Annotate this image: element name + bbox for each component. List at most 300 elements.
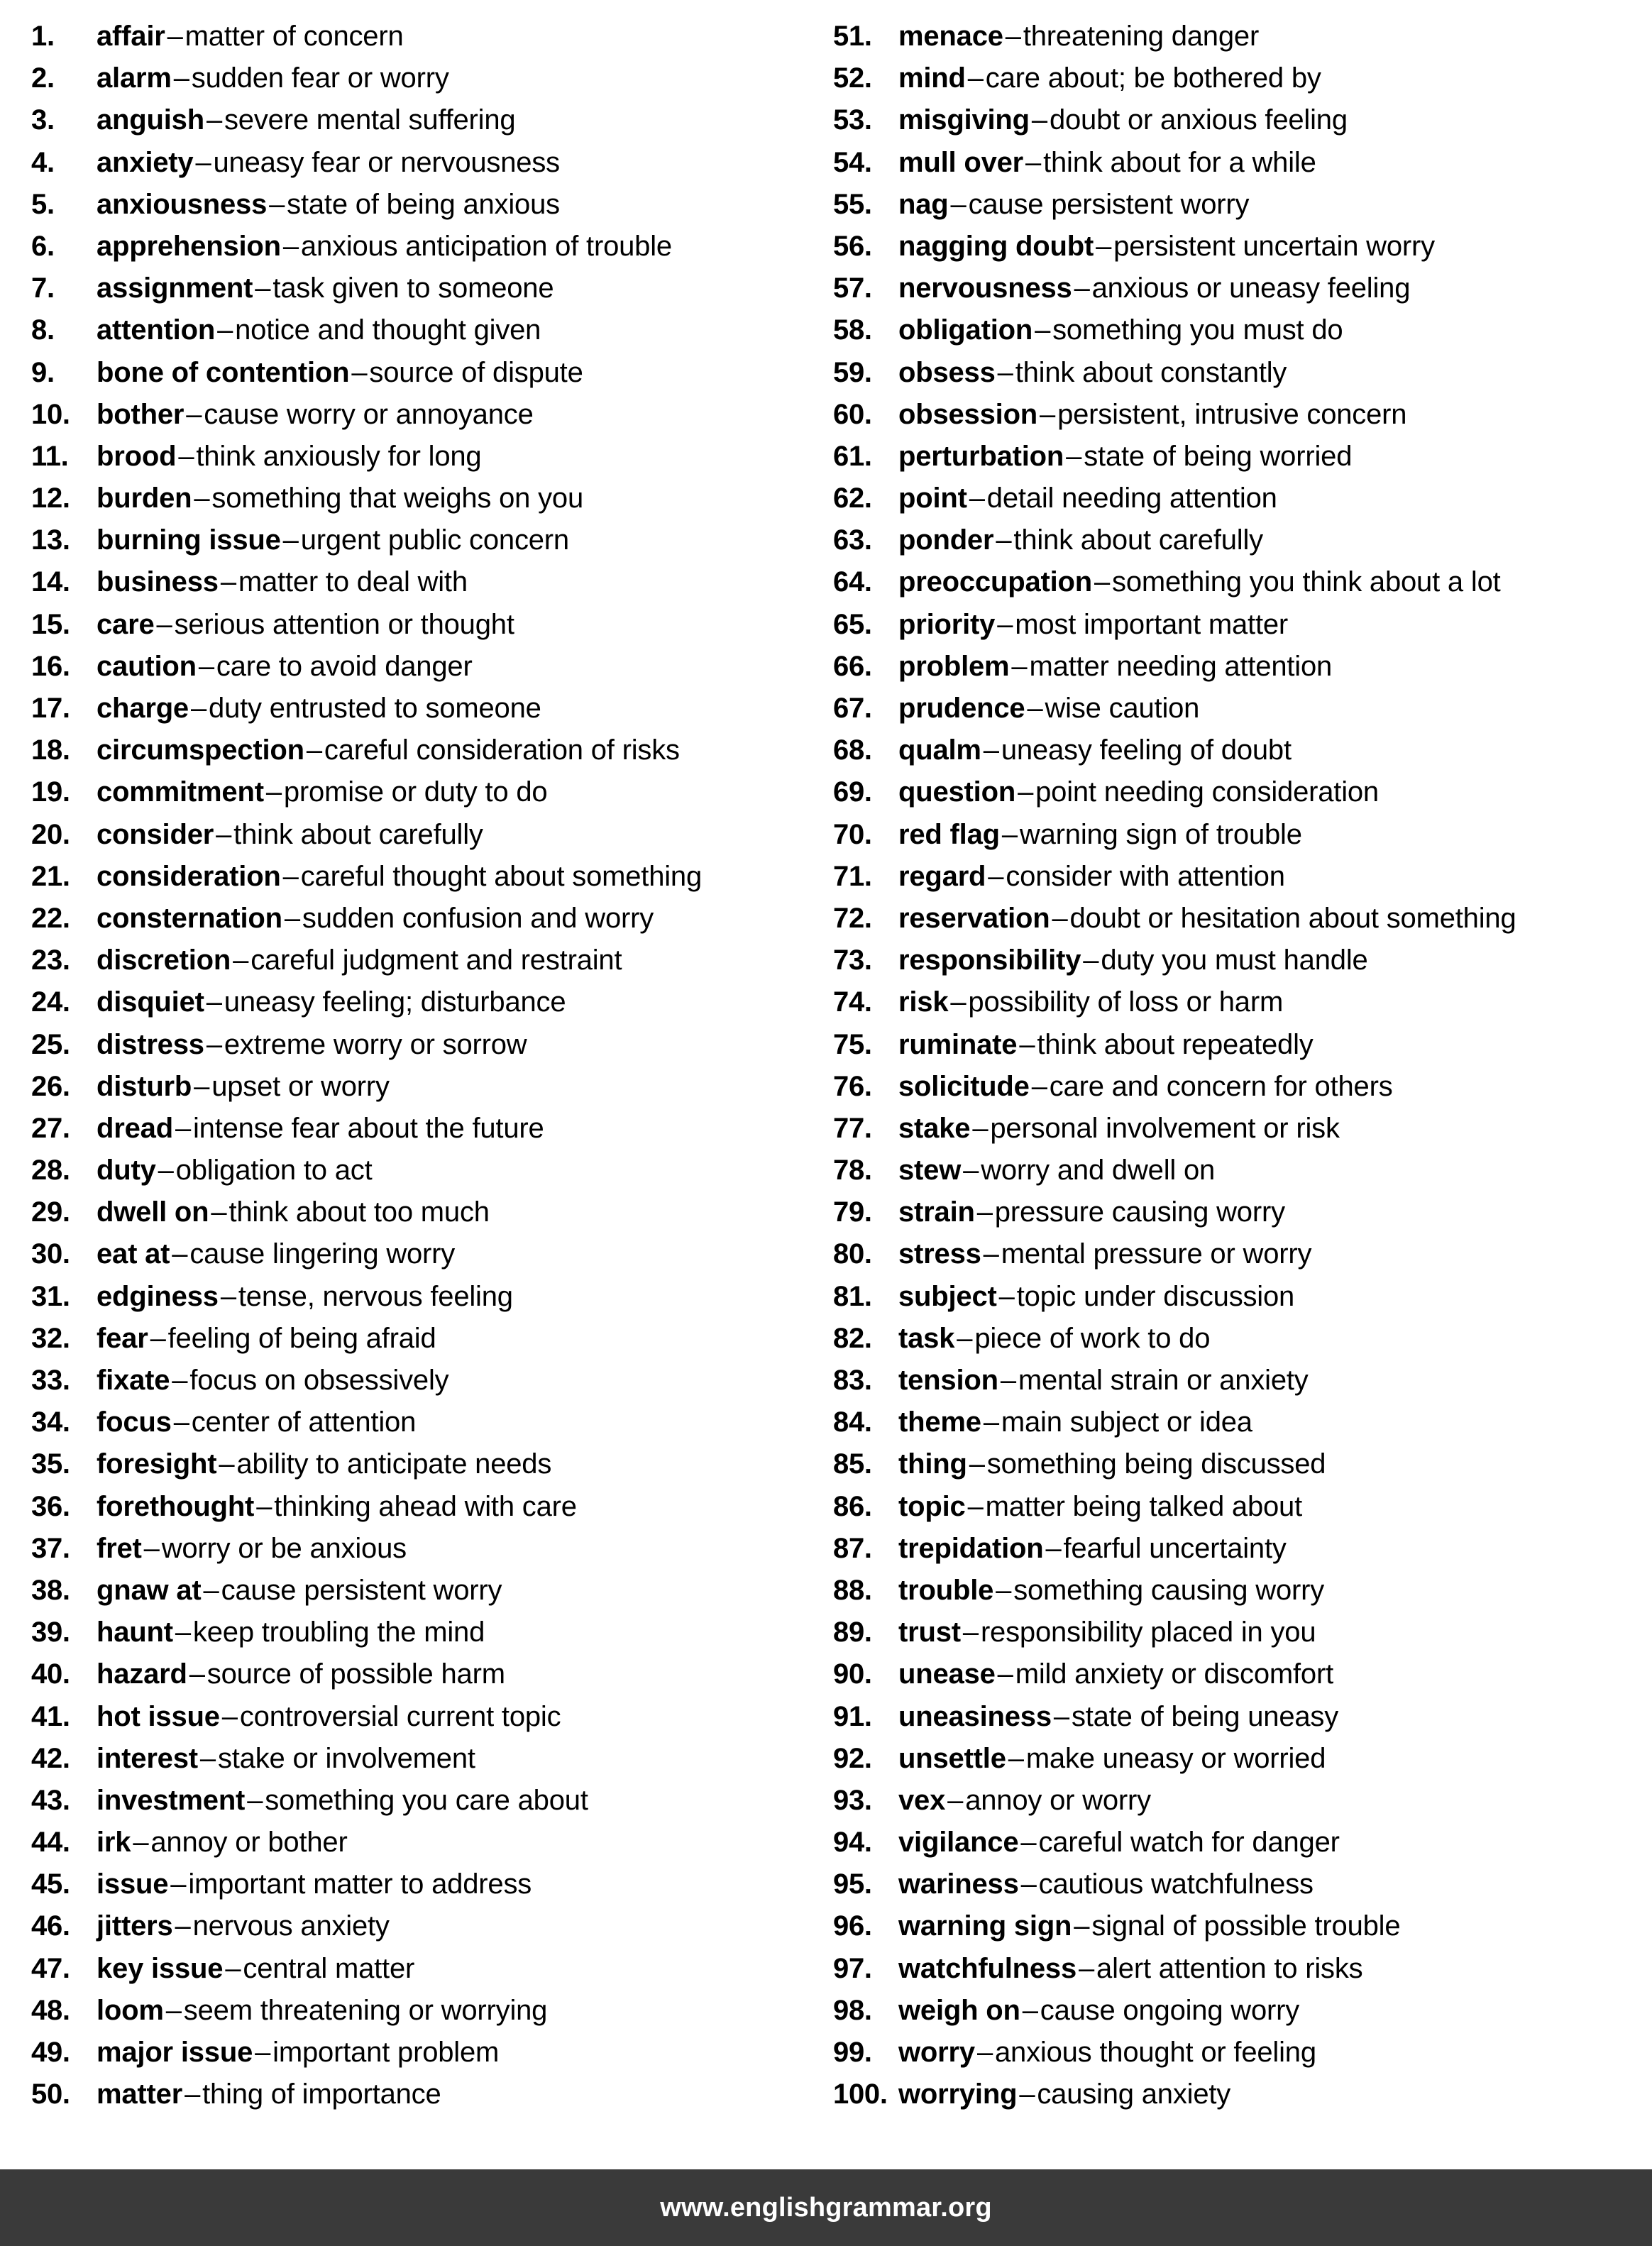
list-item <box>833 856 1646 898</box>
item-term: trepidation <box>898 1532 1044 1564</box>
item-number: 19. <box>31 776 70 808</box>
list-item <box>31 1612 820 1653</box>
item-number: 11. <box>31 440 69 472</box>
dash-separator: – <box>988 860 1004 892</box>
item-term: ponder <box>898 524 994 556</box>
item-entry <box>97 940 820 981</box>
dash-separator: – <box>173 1406 189 1438</box>
dash-separator: – <box>997 1658 1013 1690</box>
item-entry <box>97 981 820 1023</box>
item-entry <box>97 99 820 141</box>
dash-separator: – <box>1045 1532 1062 1564</box>
item-definition: persistent, intrusive concern <box>1057 398 1407 430</box>
item-number: 1. <box>31 21 55 52</box>
item-definition: care and concern for others <box>1049 1070 1393 1102</box>
list-item <box>31 2032 820 2074</box>
item-entry <box>898 1738 1646 1780</box>
item-term: hot issue <box>97 1700 220 1732</box>
item-term: alarm <box>97 62 172 94</box>
item-definition: think anxiously for long <box>196 440 482 472</box>
item-number: 51. <box>833 21 872 52</box>
item-term: stew <box>898 1155 962 1187</box>
item-entry <box>898 1528 1646 1570</box>
item-number: 69. <box>833 776 872 808</box>
item-entry <box>898 604 1646 646</box>
item-entry <box>97 1402 820 1443</box>
dash-separator: – <box>1020 1827 1037 1859</box>
item-number: 32. <box>31 1322 70 1354</box>
item-entry <box>898 2032 1646 2074</box>
item-number: 100. <box>833 2079 888 2110</box>
item-entry <box>898 688 1646 730</box>
item-entry <box>898 981 1646 1023</box>
item-term: interest <box>97 1742 198 1774</box>
word-list-right <box>833 16 1646 2115</box>
item-definition: detail needing attention <box>986 483 1277 514</box>
item-definition: anxious thought or feeling <box>994 2037 1316 2068</box>
item-definition: center of attention <box>191 1406 417 1438</box>
dash-separator: – <box>186 398 202 430</box>
dash-separator: – <box>983 1406 999 1438</box>
item-definition: persistent uncertain worry <box>1113 230 1435 262</box>
item-number: 15. <box>31 608 70 640</box>
item-definition: annoy or bother <box>150 1827 348 1859</box>
item-number: 14. <box>31 566 70 598</box>
list-item <box>833 646 1646 688</box>
item-term: point <box>898 483 967 514</box>
item-definition: source of possible harm <box>206 1658 505 1690</box>
item-number: 84. <box>833 1406 872 1438</box>
item-term: topic <box>898 1490 966 1522</box>
item-term: red flag <box>898 818 1000 850</box>
item-entry <box>97 57 820 99</box>
dash-separator: – <box>265 776 282 808</box>
item-entry <box>898 478 1646 519</box>
dash-separator: – <box>150 1322 166 1354</box>
list-item <box>833 1696 1646 1738</box>
dash-separator: – <box>976 2037 993 2068</box>
item-term: consider <box>97 818 214 850</box>
item-definition: urgent public concern <box>300 524 569 556</box>
dash-separator: – <box>963 1155 979 1187</box>
item-definition: thing of importance <box>202 2079 441 2110</box>
item-number: 47. <box>31 1952 70 1984</box>
item-definition: important matter to address <box>188 1868 532 1900</box>
dash-separator: – <box>220 1280 236 1312</box>
dash-separator: – <box>255 2037 271 2068</box>
list-item <box>833 478 1646 519</box>
item-term: bone of contention <box>97 356 350 388</box>
dash-separator: – <box>947 1784 964 1816</box>
item-term: menace <box>898 21 1003 52</box>
item-number: 80. <box>833 1238 872 1270</box>
item-definition: sudden confusion and worry <box>302 902 654 934</box>
list-item <box>833 1653 1646 1695</box>
item-entry <box>898 1990 1646 2032</box>
item-definition: feeling of being afraid <box>167 1322 436 1354</box>
list-item <box>833 142 1646 184</box>
item-term: trouble <box>898 1574 994 1606</box>
dash-separator: – <box>284 902 300 934</box>
list-item <box>833 730 1646 771</box>
item-term: key issue <box>97 1952 224 1984</box>
item-number: 29. <box>31 1196 70 1228</box>
item-definition: uneasy fear or nervousness <box>213 146 560 178</box>
item-number: 85. <box>833 1448 872 1480</box>
list-item <box>833 99 1646 141</box>
dash-separator: – <box>158 1155 174 1187</box>
dash-separator: – <box>194 483 210 514</box>
dash-separator: – <box>1008 1742 1024 1774</box>
item-term: burden <box>97 483 192 514</box>
item-term: priority <box>898 608 996 640</box>
item-definition: uneasy feeling; disturbance <box>224 986 566 1018</box>
item-term: dread <box>97 1112 173 1144</box>
dash-separator: – <box>962 1617 979 1648</box>
list-item <box>833 1066 1646 1108</box>
item-entry <box>898 436 1646 478</box>
list-item <box>31 688 820 730</box>
item-term: trust <box>898 1617 961 1648</box>
item-number: 31. <box>31 1280 70 1312</box>
dash-separator: – <box>950 986 967 1018</box>
item-entry <box>898 1318 1646 1360</box>
item-definition: causing anxiety <box>1037 2079 1231 2110</box>
left-column <box>0 16 826 2169</box>
dash-separator: – <box>190 693 207 724</box>
item-definition: cause worry or annoyance <box>204 398 534 430</box>
list-item <box>833 436 1646 478</box>
item-number: 52. <box>833 62 872 94</box>
item-definition: alert attention to risks <box>1096 1952 1363 1984</box>
item-number: 37. <box>31 1532 70 1564</box>
item-definition: focus on obsessively <box>189 1365 449 1396</box>
list-item <box>31 1653 820 1695</box>
item-term: question <box>898 776 1016 808</box>
dash-separator: – <box>1083 945 1099 976</box>
item-term: uneasiness <box>898 1700 1052 1732</box>
item-number: 74. <box>833 986 872 1018</box>
item-term: dwell on <box>97 1196 209 1228</box>
item-term: tension <box>898 1365 998 1396</box>
list-item <box>31 1318 820 1360</box>
dash-separator: – <box>247 1784 263 1816</box>
item-entry <box>97 1318 820 1360</box>
item-definition: think about carefully <box>233 818 483 850</box>
list-item <box>31 981 820 1023</box>
item-entry <box>898 2074 1646 2115</box>
item-term: thing <box>898 1448 967 1480</box>
item-term: focus <box>97 1406 172 1438</box>
item-number: 48. <box>31 1994 70 2026</box>
item-entry <box>898 1696 1646 1738</box>
item-term: qualm <box>898 734 981 766</box>
item-definition: point needing consideration <box>1035 776 1379 808</box>
item-number: 87. <box>833 1532 872 1564</box>
list-item <box>31 1905 820 1947</box>
item-number: 96. <box>833 1910 872 1942</box>
item-entry <box>97 1528 820 1570</box>
item-definition: sudden fear or worry <box>191 62 449 94</box>
item-entry <box>97 268 820 309</box>
list-item <box>31 1191 820 1233</box>
list-item <box>833 2074 1646 2115</box>
item-number: 93. <box>833 1784 872 1816</box>
item-entry <box>898 1570 1646 1612</box>
item-number: 42. <box>31 1742 70 1774</box>
item-number: 82. <box>833 1322 872 1354</box>
dash-separator: – <box>178 440 194 472</box>
footer-bar <box>0 2169 1652 2246</box>
item-number: 44. <box>31 1827 70 1859</box>
item-term: irk <box>97 1827 131 1859</box>
dash-separator: – <box>1019 2079 1035 2110</box>
item-entry <box>97 1905 820 1947</box>
list-item <box>833 981 1646 1023</box>
dash-separator: – <box>1011 650 1028 682</box>
list-item <box>31 142 820 184</box>
item-entry <box>898 898 1646 940</box>
item-number: 68. <box>833 734 872 766</box>
list-item <box>31 1360 820 1402</box>
item-entry <box>97 1990 820 2032</box>
item-number: 5. <box>31 188 55 220</box>
list-item <box>833 1612 1646 1653</box>
item-definition: mental strain or anxiety <box>1018 1365 1309 1396</box>
dash-separator: – <box>175 1617 191 1648</box>
item-definition: doubt or anxious feeling <box>1049 104 1348 136</box>
item-term: foresight <box>97 1448 217 1480</box>
item-definition: duty you must handle <box>1101 945 1368 976</box>
list-item <box>31 1233 820 1275</box>
item-definition: make uneasy or worried <box>1025 1742 1326 1774</box>
item-term: worrying <box>898 2079 1018 2110</box>
list-item <box>31 1822 820 1864</box>
item-entry <box>898 771 1646 813</box>
item-definition: annoy or worry <box>965 1784 1151 1816</box>
list-item <box>31 1948 820 1990</box>
item-definition: promise or duty to do <box>283 776 548 808</box>
item-term: forethought <box>97 1490 255 1522</box>
item-definition: mild anxiety or discomfort <box>1015 1658 1333 1690</box>
list-item <box>833 1276 1646 1318</box>
dash-separator: – <box>1066 440 1082 472</box>
item-entry <box>97 394 820 436</box>
item-term: hazard <box>97 1658 187 1690</box>
item-definition: something that weighs on you <box>211 483 584 514</box>
dash-separator: – <box>216 818 232 850</box>
item-number: 94. <box>833 1827 872 1859</box>
item-number: 60. <box>833 398 872 430</box>
list-item <box>833 1402 1646 1443</box>
item-definition: most important matter <box>1015 608 1289 640</box>
item-term: anxiousness <box>97 188 268 220</box>
list-item <box>833 309 1646 351</box>
list-item <box>31 1864 820 1905</box>
item-number: 91. <box>833 1700 872 1732</box>
dash-separator: – <box>1018 776 1034 808</box>
item-entry <box>97 1570 820 1612</box>
item-definition: thinking ahead with care <box>274 1490 577 1522</box>
item-number: 20. <box>31 818 70 850</box>
dash-separator: – <box>1053 1700 1069 1732</box>
item-entry <box>898 1443 1646 1485</box>
item-number: 33. <box>31 1365 70 1396</box>
item-definition: state of being anxious <box>287 188 560 220</box>
item-number: 53. <box>833 104 872 136</box>
item-entry <box>898 814 1646 856</box>
item-term: unease <box>898 1658 996 1690</box>
list-item <box>31 771 820 813</box>
item-definition: think about carefully <box>1013 524 1263 556</box>
item-entry <box>898 1150 1646 1191</box>
item-definition: cause persistent worry <box>968 188 1250 220</box>
item-entry <box>97 1108 820 1150</box>
item-entry <box>97 1233 820 1275</box>
item-number: 63. <box>833 524 872 556</box>
word-list-left <box>31 16 820 2115</box>
item-number: 89. <box>833 1617 872 1648</box>
item-term: caution <box>97 650 197 682</box>
list-item <box>31 16 820 57</box>
item-term: obsession <box>898 398 1038 430</box>
dash-separator: – <box>1074 1910 1090 1942</box>
item-definition: mental pressure or worry <box>1001 1238 1312 1270</box>
dash-separator: – <box>172 1238 188 1270</box>
dash-separator: – <box>1074 273 1090 304</box>
list-item <box>833 1738 1646 1780</box>
item-term: fret <box>97 1532 142 1564</box>
list-item <box>31 1402 820 1443</box>
item-definition: serious attention or thought <box>174 608 514 640</box>
item-number: 73. <box>833 945 872 976</box>
item-term: haunt <box>97 1617 173 1648</box>
dash-separator: – <box>969 1448 985 1480</box>
dash-separator: – <box>1022 1994 1038 2026</box>
item-term: mull over <box>898 146 1024 178</box>
item-number: 72. <box>833 902 872 934</box>
item-term: obligation <box>898 314 1033 346</box>
item-entry <box>97 688 820 730</box>
item-entry <box>898 352 1646 394</box>
site-url: www.englishgrammar.org <box>660 2192 992 2223</box>
item-term: fear <box>97 1322 148 1354</box>
item-entry <box>898 16 1646 57</box>
list-item <box>31 1696 820 1738</box>
dash-separator: – <box>233 945 249 976</box>
item-number: 25. <box>31 1028 70 1060</box>
item-entry <box>898 184 1646 226</box>
item-term: apprehension <box>97 230 281 262</box>
item-number: 34. <box>31 1406 70 1438</box>
item-number: 39. <box>31 1617 70 1648</box>
dash-separator: – <box>255 273 271 304</box>
item-entry <box>97 309 820 351</box>
item-number: 62. <box>833 483 872 514</box>
list-item <box>833 688 1646 730</box>
item-entry <box>97 898 820 940</box>
item-number: 8. <box>31 314 55 346</box>
dash-separator: – <box>1025 146 1042 178</box>
item-number: 50. <box>31 2079 70 2110</box>
item-definition: think about repeatedly <box>1037 1028 1314 1060</box>
list-item <box>833 1822 1646 1864</box>
item-term: affair <box>97 21 165 52</box>
item-definition: matter needing attention <box>1029 650 1333 682</box>
item-term: edginess <box>97 1280 219 1312</box>
dash-separator: – <box>997 356 1013 388</box>
item-definition: task given to someone <box>272 273 554 304</box>
list-item <box>31 1150 820 1191</box>
dash-separator: – <box>172 1365 188 1396</box>
dash-separator: – <box>1031 104 1047 136</box>
item-entry <box>97 352 820 394</box>
item-number: 64. <box>833 566 872 598</box>
item-definition: careful watch for danger <box>1038 1827 1340 1859</box>
dash-separator: – <box>1035 314 1051 346</box>
item-definition: something you care about <box>265 1784 588 1816</box>
list-item <box>31 478 820 519</box>
item-entry <box>898 1402 1646 1443</box>
item-entry <box>898 1276 1646 1318</box>
item-number: 88. <box>833 1574 872 1606</box>
item-definition: uneasy feeling of doubt <box>1001 734 1292 766</box>
item-term: theme <box>898 1406 981 1438</box>
item-entry <box>97 519 820 561</box>
list-item <box>833 1191 1646 1233</box>
dash-separator: – <box>983 1238 999 1270</box>
item-entry <box>898 1024 1646 1066</box>
item-term: burning issue <box>97 524 281 556</box>
item-definition: care about; be bothered by <box>985 62 1321 94</box>
item-term: circumspection <box>97 734 304 766</box>
dash-separator: – <box>198 650 214 682</box>
dash-separator: – <box>170 1868 187 1900</box>
item-number: 76. <box>833 1070 872 1102</box>
dash-separator: – <box>969 483 985 514</box>
dash-separator: – <box>998 1280 1015 1312</box>
list-item <box>833 226 1646 268</box>
list-item <box>833 1780 1646 1822</box>
item-number: 13. <box>31 524 70 556</box>
list-item <box>31 898 820 940</box>
item-entry <box>97 561 820 603</box>
dash-separator: – <box>206 1028 222 1060</box>
item-definition: something being discussed <box>986 1448 1326 1480</box>
item-definition: worry or be anxious <box>161 1532 407 1564</box>
item-entry <box>898 1486 1646 1528</box>
item-definition: obligation to act <box>175 1155 373 1187</box>
dash-separator: – <box>306 734 322 766</box>
item-term: nagging doubt <box>898 230 1094 262</box>
item-term: brood <box>97 440 177 472</box>
item-entry <box>97 646 820 688</box>
list-item <box>833 604 1646 646</box>
item-number: 67. <box>833 693 872 724</box>
item-entry <box>97 604 820 646</box>
list-item <box>31 730 820 771</box>
item-term: watchfulness <box>898 1952 1076 1984</box>
item-entry <box>97 2032 820 2074</box>
item-term: prudence <box>898 693 1025 724</box>
item-definition: something you think about a lot <box>1112 566 1501 598</box>
item-entry <box>97 1443 820 1485</box>
list-item <box>31 646 820 688</box>
dash-separator: – <box>1040 398 1056 430</box>
dash-separator: – <box>972 1112 989 1144</box>
dash-separator: – <box>133 1827 149 1859</box>
item-number: 4. <box>31 146 55 178</box>
